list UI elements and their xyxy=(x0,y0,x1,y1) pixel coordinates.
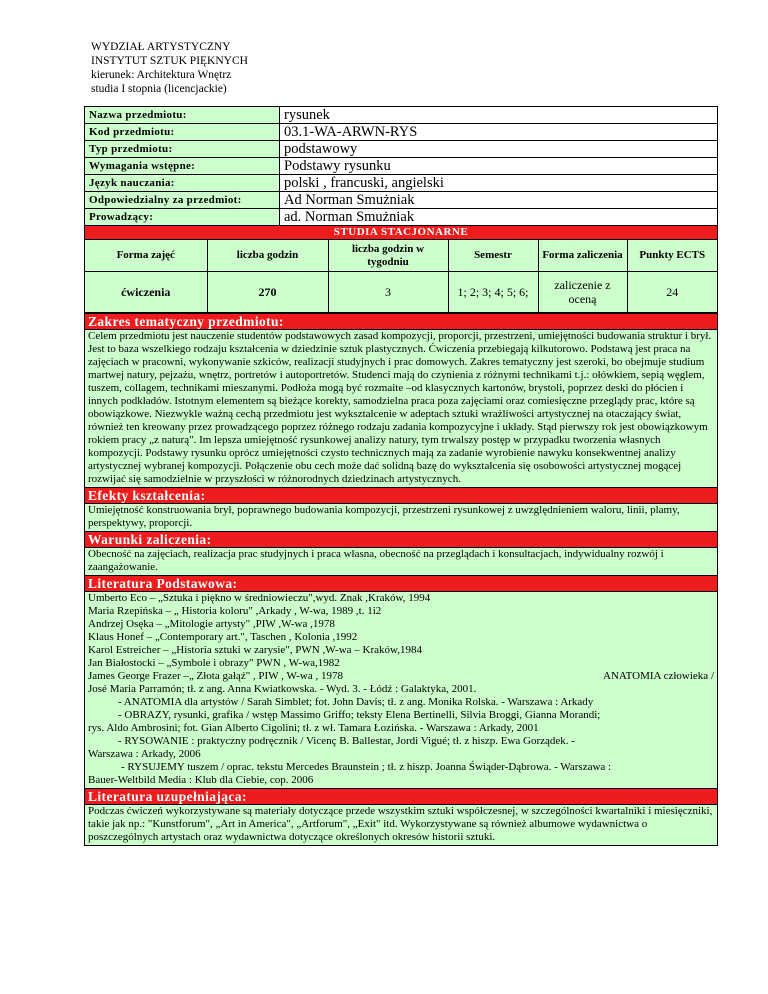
header-cell-weekly-hours: liczba godzin w tygodniu xyxy=(328,240,448,272)
course-hours-table xyxy=(85,240,717,313)
study-level: studia I stopnia (licencjackie) xyxy=(91,83,227,95)
section-title-supplementary: Literatura uzupełniająca: xyxy=(85,788,717,805)
header-cell-assessment: Forma zaliczenia xyxy=(538,240,627,272)
course-card xyxy=(84,106,718,846)
literature-item-right: ANATOMIA człowieka / xyxy=(603,670,714,682)
literature-item: rys. Aldo Ambrosini; fot. Gian Alberto Cigolini; tł. z wł. Tamara Łozińska. - Warszawa : Arkady, 2001 xyxy=(88,722,539,734)
section-title-scope: Zakres tematyczny przedmiotu: xyxy=(85,313,717,330)
info-row-teacher xyxy=(85,209,717,226)
literature-item: - RYSUJEMY tuszem / oprac. tekstu Mercedes Braunstein ; tł. z hiszp. Joanna Świąder-Dąbrowa. - Warszawa : xyxy=(121,761,612,773)
header-cell-semester: Semestr xyxy=(448,240,538,272)
info-value: Podstawy rysunku xyxy=(280,158,717,175)
info-row-prerequisites xyxy=(85,158,717,175)
info-label: Kod przedmiotu: xyxy=(85,124,280,141)
info-label: Prowadzący: xyxy=(85,209,280,226)
section-body-literature xyxy=(85,592,717,788)
literature-item: Jan Białostocki – „Symbole i obrazy" PWN , W-wa,1982 xyxy=(88,657,340,669)
info-row-name xyxy=(85,107,717,124)
literature-item: Andrzej Osęka – „Mitologie artysty" ,PIW ,W-wa ,1978 xyxy=(88,618,335,630)
section-body-scope xyxy=(85,330,717,487)
header-cell-hours: liczba godzin xyxy=(207,240,328,272)
header-cell-ects: Punkty ECTS xyxy=(627,240,717,272)
literature-item xyxy=(88,670,714,683)
info-value: Ad Norman Smużniak xyxy=(280,192,717,209)
section-title-outcomes: Efekty kształcenia: xyxy=(85,487,717,504)
field-of-study: kierunek: Architektura Wnętrz xyxy=(91,69,232,81)
cell-hours: 270 xyxy=(207,272,328,313)
info-value: ad. Norman Smużniak xyxy=(280,209,717,226)
info-row-type xyxy=(85,141,717,158)
info-label: Odpowiedzialny za przedmiot: xyxy=(85,192,280,209)
literature-item: - OBRAZY, rysunki, grafika / wstęp Massimo Griffo; teksty Elena Bertinelli, Silvia Broggi, Gianna Morandi; xyxy=(118,709,601,721)
institute-name: INSTYTUT SZTUK PIĘKNYCH xyxy=(91,55,248,67)
section-title-requirements: Warunki zaliczenia: xyxy=(85,531,717,548)
literature-item-left: James George Frazer –„ Złota gałąź" , PIW , W-wa , 1978 xyxy=(88,670,343,682)
info-label: Typ przedmiotu: xyxy=(85,141,280,158)
literature-item: Maria Rzepińska – „ Historia koloru" ,Arkady , W-wa, 1989 ,t. 1i2 xyxy=(88,605,382,617)
table-header-row xyxy=(85,240,717,272)
cell-semester: 1; 2; 3; 4; 5; 6; xyxy=(448,272,538,313)
info-row-language xyxy=(85,175,717,192)
cell-weekly-hours: 3 xyxy=(328,272,448,313)
cell-assessment: zaliczenie z oceną xyxy=(538,272,627,313)
literature-item: Karol Estreicher – „Historia sztuki w zarysie", PWN ,W-wa – Kraków,1984 xyxy=(88,644,422,656)
info-value: 03.1-WA-ARWN-RYS xyxy=(280,124,717,141)
info-value: polski , francuski, angielski xyxy=(280,175,717,192)
faculty-name: WYDZIAŁ ARTYSTYCZNY xyxy=(91,41,231,53)
document-header xyxy=(91,40,248,96)
literature-item: Bauer-Weltbild Media : Klub dla Ciebie, cop. 2006 xyxy=(88,774,314,786)
cell-form: ćwiczenia xyxy=(85,272,207,313)
studia-banner: STUDIA STACJONARNE xyxy=(85,226,717,240)
supplementary-text: Podczas ćwiczeń wykorzystywane są materiały dotyczące przede wszystkim sztuki współczesnej, w szczególności kwartalniki i miesięczniki, takie jak np.: "Kunstforum", „Art in America", „Artforum", „Exit" itd. Wykorzystywane są również albumowe wydawnictwa o poszczególnych artystach oraz wydawnictwa dotyczące określonych okresów historii sztuki. xyxy=(88,805,713,843)
section-body-outcomes xyxy=(85,504,717,531)
info-row-code xyxy=(85,124,717,141)
info-value: podstawowy xyxy=(280,141,717,158)
literature-item: Klaus Honef – „Contemporary art.", Taschen , Kolonia ,1992 xyxy=(88,631,358,643)
scope-text: Celem przedmiotu jest nauczenie studentów podstawowych zasad kompozycji, proporcji, przestrzeni, umiejętności budowania struktur i brył. Jest to baza wszelkiego rodzaju kształcenia w dziedzinie sztuk plastycznych. Ćwiczenia przebiegają kilkutorowo. Podstawą jest praca na zajęciach w pracowni, wykonywanie szkiców, realizacji studyjnych i prac domowych. Zakres tematyczny jest szeroki, bo obejmuje studium martwej natury, pejzażu, wnętrz, portretów i autoportretów. Studenci mają do czynienia z różnymi technikami t.j.: ołówkiem, sepią węglem, tuszem, collagem, technikami mieszanymi. Podłoża mogą być rozmaite –od klasycznych kartonów, brystoli, poprzez deski do płócien i innych podkładów. Istotnym elementem są bieżące korekty, samodzielna praca poza zajęciami oraz comiesięczne przeglądy prac, które są obowiązkowe. Niezwykle ważną cechą przedmiotu jest wykształcenie w adeptach sztuki wrażliwości artystycznej na otaczający świat, również ten kreowany przez prowadzącego poprzez różnego rodzaju zadania kompozycyjne i układy. Stąd pierwszy rok jest obowiązkowym rokiem pracy „z naturą". Im lepsza umiejętność rysunkowej analizy natury, tym trwalszy postęp w przypadku tworzenia własnych kompozycji. Podstawy rysunku oprócz umiejętności czysto technicznych mają za zadanie wyrobienie nawyku konsekwentnej analizy artystycznej wybranej kompozycji. Połączenie obu cech może dać solidną bazę do wykształcenia się osobowości artystycznej mogącej rozwijać się samodzielnie w przyszłości w różnorodnych dziedzinach artystycznych. xyxy=(88,330,712,485)
info-label: Wymagania wstępne: xyxy=(85,158,280,175)
requirements-text: Obecność na zajęciach, realizacja prac studyjnych i praca własna, obecność na przeglądach i konsultacjach, indywidualny rozwój i zaangażowanie. xyxy=(88,548,664,573)
table-row xyxy=(85,272,717,313)
literature-item: Umberto Eco – „Sztuka i piękno w średniowieczu",wyd. Znak ,Kraków, 1994 xyxy=(88,592,431,604)
info-label: Nazwa przedmiotu: xyxy=(85,107,280,124)
section-body-requirements xyxy=(85,548,717,575)
info-label: Język nauczania: xyxy=(85,175,280,192)
section-title-literature: Literatura Podstawowa: xyxy=(85,575,717,592)
literature-item: Warszawa : Arkady, 2006 xyxy=(88,748,201,760)
section-body-supplementary xyxy=(85,805,717,845)
cell-ects: 24 xyxy=(627,272,717,313)
info-row-responsible xyxy=(85,192,717,209)
header-cell-form: Forma zajęć xyxy=(85,240,207,272)
info-value: rysunek xyxy=(280,107,717,124)
literature-item: - RYSOWANIE : praktyczny podręcznik / Vicenç B. Ballestar, Jordi Vigué; tł. z hiszp. Ewa Gorządek. - xyxy=(118,735,575,747)
literature-item: José Maria Parramón; tł. z ang. Anna Kwiatkowska. - Wyd. 3. - Łódź : Galaktyka, 2001. xyxy=(88,683,477,695)
literature-item: - ANATOMIA dla artystów / Sarah Simblet; fot. John Davis; tł. z ang. Monika Rolska. - Warszawa : Arkady xyxy=(118,696,594,708)
outcomes-text: Umiejętność konstruowania brył, poprawnego budowania kompozycji, przestrzeni rysunkowej z uwzględnieniem waloru, linii, plamy, perspektywy, proporcji. xyxy=(88,504,680,529)
